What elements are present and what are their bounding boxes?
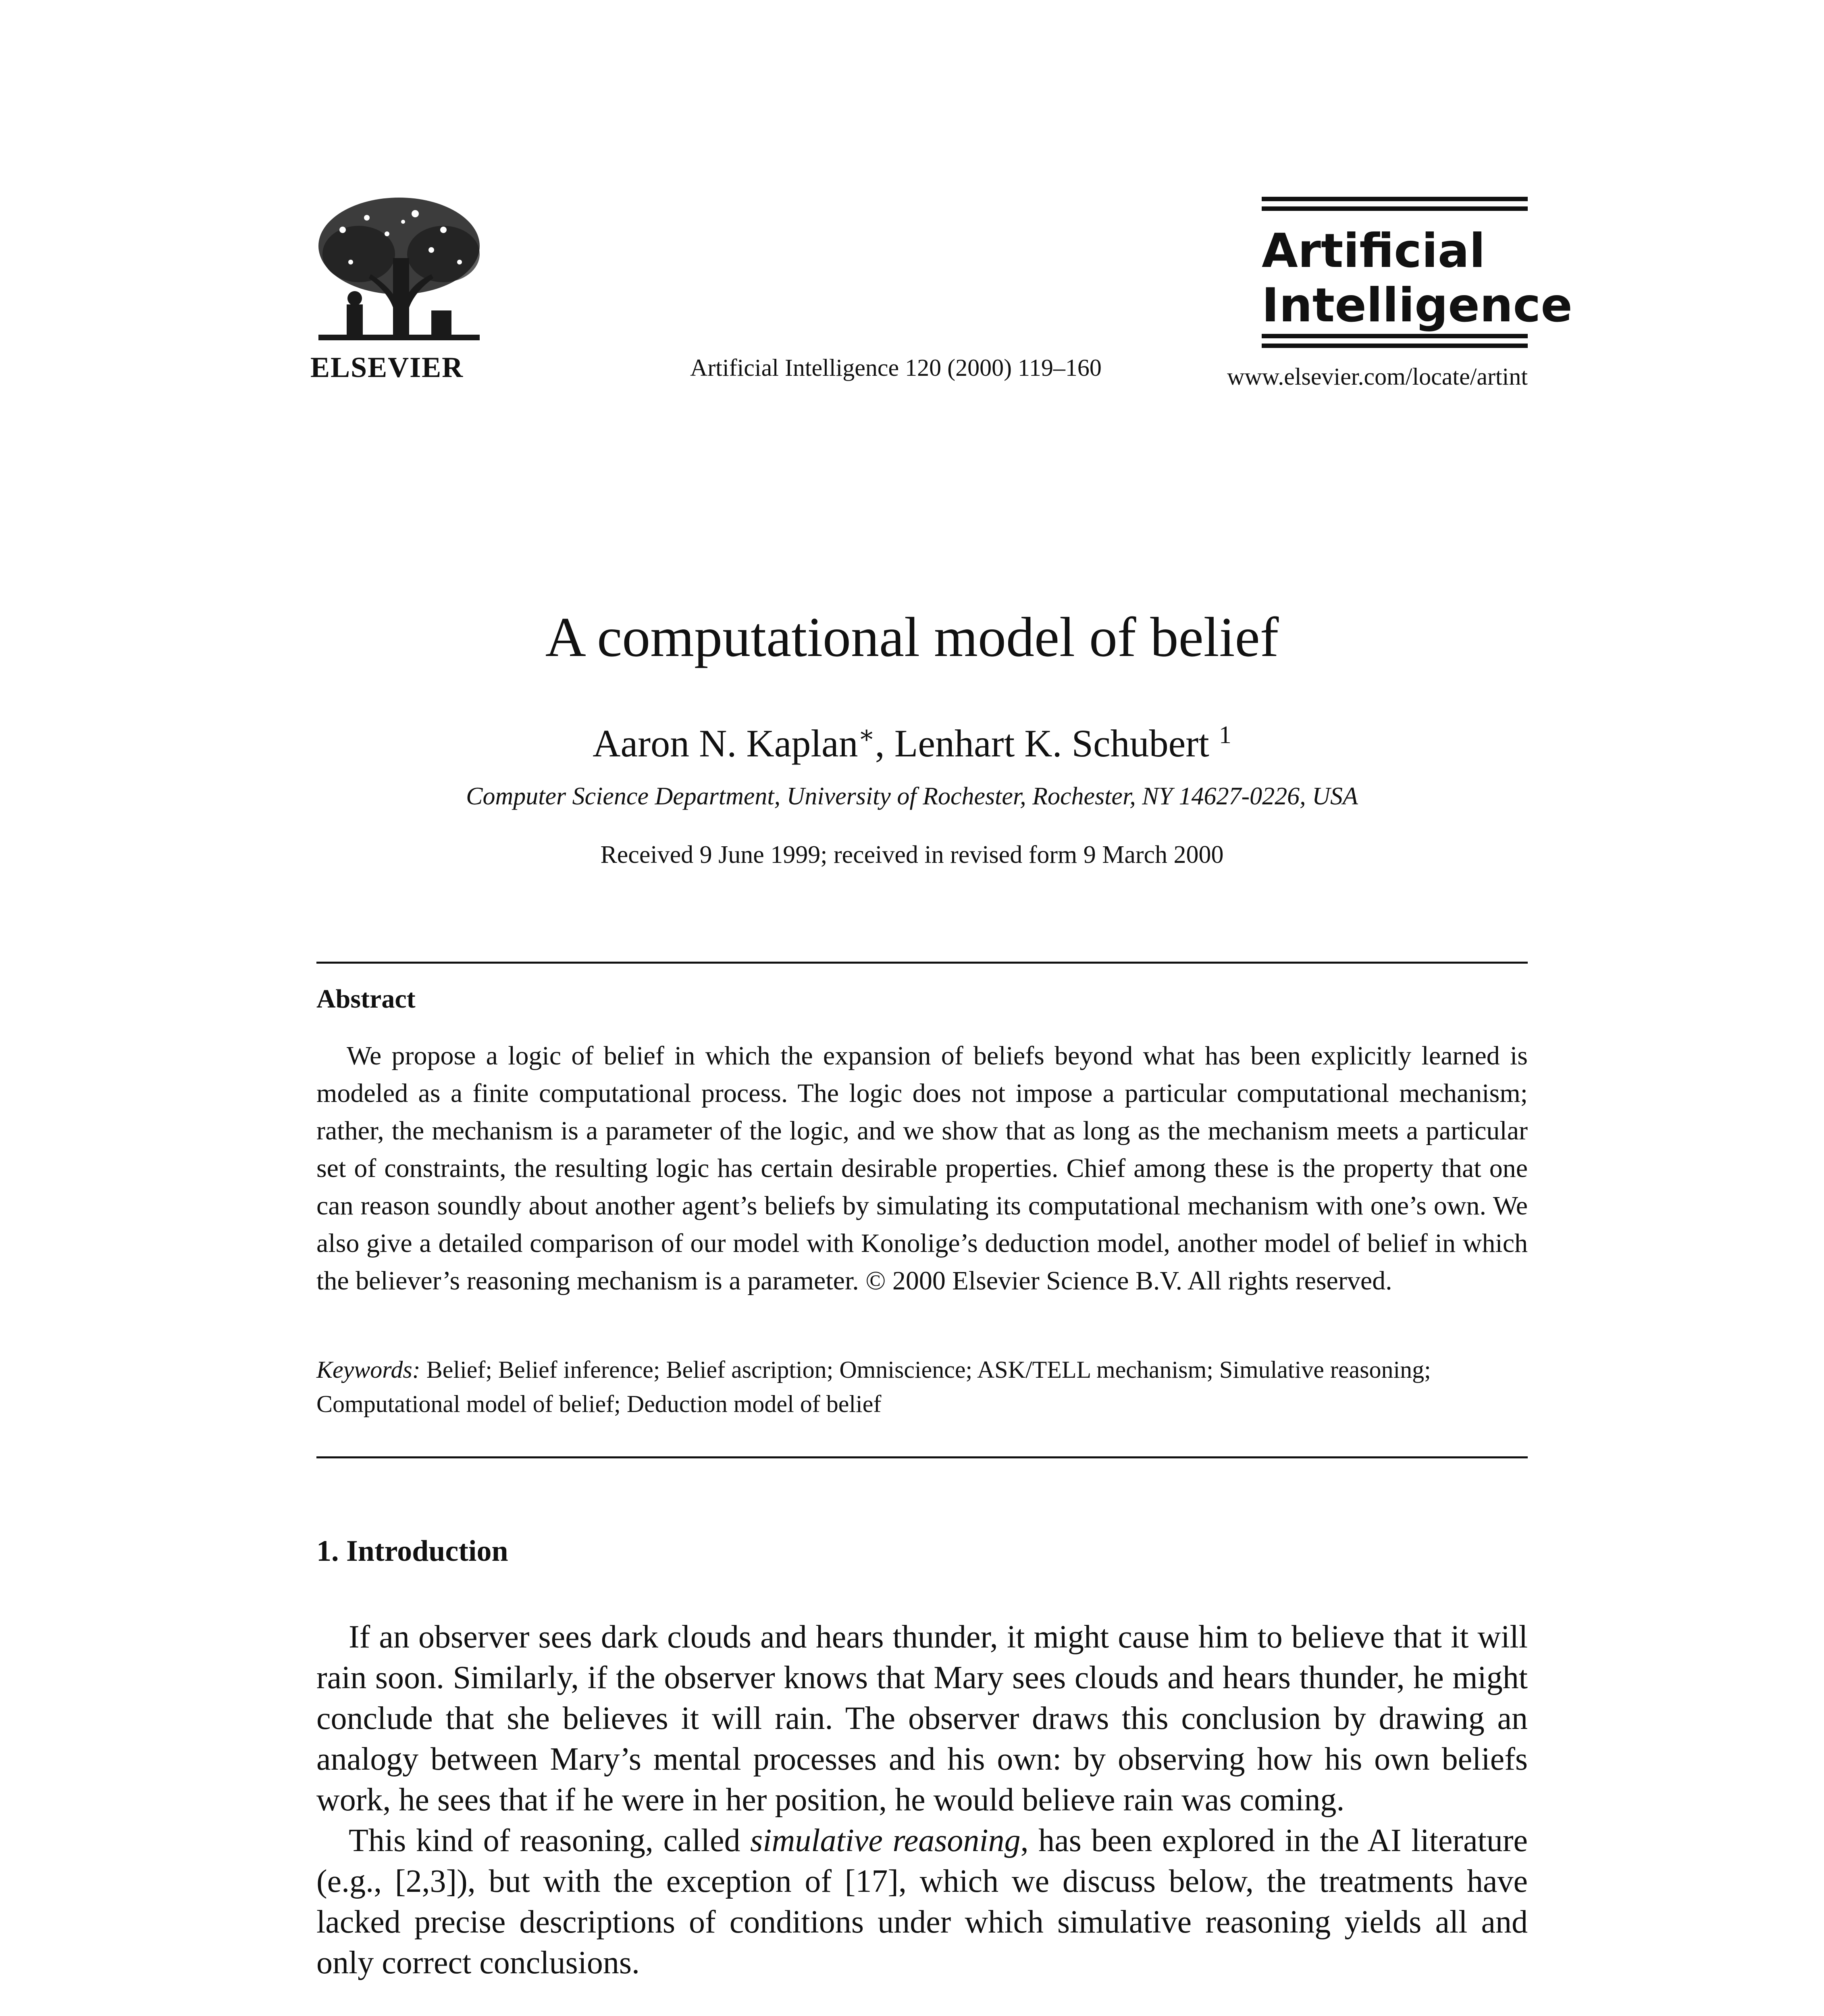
abstract-top-rule <box>316 962 1528 964</box>
journal-reference: Artificial Intelligence 120 (2000) 119–160 <box>690 354 1102 381</box>
footnote-marker[interactable]: ∗ <box>858 721 875 749</box>
section-heading: 1. Introduction <box>316 1535 508 1568</box>
author-name: Aaron N. Kaplan <box>593 722 858 765</box>
elsevier-tree-logo <box>310 194 488 355</box>
affiliation: Computer Science Department, University of Rochester, Rochester, NY 14627-0226, USA <box>466 783 1358 810</box>
author-separator: , <box>875 722 894 765</box>
publisher-name: ELSEVIER <box>310 351 464 383</box>
keywords <box>316 1353 1528 1421</box>
body-paragraph <box>316 1820 1528 1983</box>
header-rule <box>1262 334 1528 338</box>
header-rule <box>1262 197 1528 201</box>
paragraph-text: , has been explored in the AI literature (e.g., [2,3]), but with the exception of [17], which we discuss below, the treatments have lacked precise descriptions of conditions under which simulative reasoning yields all and only correct conclusions. <box>316 1823 1528 1981</box>
journal-title <box>1262 224 1572 333</box>
keywords-list: Belief; Belief inference; Belief ascription; Omniscience; ASK/TELL mechanism; Simulative reasoning; Computational model of belief; Deduction model of belief <box>316 1356 1431 1417</box>
paper-title: A computational model of belief <box>545 606 1279 669</box>
header-rule <box>1262 344 1528 348</box>
abstract-heading: Abstract <box>316 984 416 1014</box>
paragraph-text: This kind of reasoning, called <box>349 1823 751 1858</box>
abstract-bottom-rule <box>316 1456 1528 1458</box>
header-rule <box>1262 206 1528 211</box>
abstract-text: We propose a logic of belief in which the expansion of beliefs beyond what has been explicitly learned is modeled as a finite computational process. The logic does not impose a particular computational mechanism; rather, the mechanism is a parameter of the logic, and we show that as long as the mechanism meets a particular set of constraints, the resulting logic has certain desirable properties. Chief among these is the property that one can reason soundly about another agent’s beliefs by simulating its computational mechanism with one’s own. We also give a detailed comparison of our model with Konolige’s deduction model, another model of belief in which the believer’s reasoning mechanism is a parameter. © 2000 Elsevier Science B.V. All rights reserved. <box>316 1041 1528 1295</box>
keywords-label: Keywords: <box>316 1356 420 1383</box>
body-paragraph: If an observer sees dark clouds and hears thunder, it might cause him to believe that it will rain soon. Similarly, if the observer knows that Mary sees clouds and hears thunder, he might conclude that she believes it will rain. The observer draws this conclusion by drawing an analogy between Mary’s mental processes and his own: by observing how his own beliefs work, he sees that if he were in her position, he would believe rain was coming. <box>316 1619 1528 1818</box>
author-list <box>0 720 1824 766</box>
journal-title-line1: Artificial <box>1262 224 1485 278</box>
footnote-marker[interactable]: 1 <box>1219 721 1231 749</box>
author-name: Lenhart K. Schubert <box>894 722 1209 765</box>
emphasis-term: simulative reasoning <box>750 1823 1021 1858</box>
journal-url[interactable]: www.elsevier.com/locate/artint <box>1227 363 1528 390</box>
received-dates: Received 9 June 1999; received in revised form 9 March 2000 <box>600 841 1224 868</box>
journal-title-line2: Intelligence <box>1262 278 1572 333</box>
